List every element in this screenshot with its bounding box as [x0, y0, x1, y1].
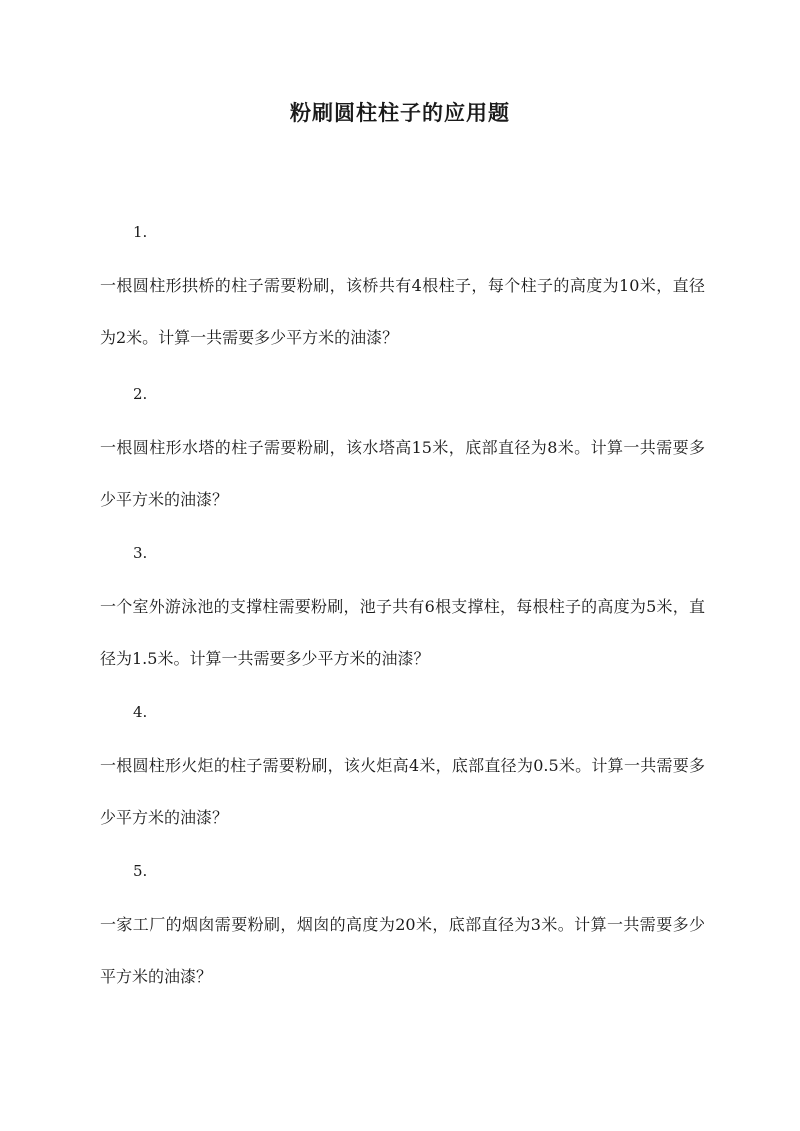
question-number: 1.	[133, 223, 148, 241]
question-text: 一根圆柱形拱桥的柱子需要粉刷，该桥共有4根柱子，每个柱子的高度为10米，直径为2米。计算一共需要多少平方米的油漆？	[100, 276, 705, 347]
document-title: 粉刷圆柱柱子的应用题	[290, 100, 510, 125]
question-text: 一根圆柱形火炬的柱子需要粉刷，该火炬高4米，底部直径为0.5米。计算一共需要多少平方米的油漆？	[100, 756, 705, 827]
question-number: 5.	[133, 862, 148, 880]
question-number: 3.	[133, 544, 148, 562]
question-text: 一家工厂的烟囱需要粉刷，烟囱的高度为20米，底部直径为3米。计算一共需要多少平方米的油漆？	[100, 915, 705, 986]
question-text: 一根圆柱形水塔的柱子需要粉刷，该水塔高15米，底部直径为8米。计算一共需要多少平方米的油漆？	[100, 438, 705, 509]
question-number: 2.	[133, 385, 148, 403]
question-number: 4.	[133, 703, 148, 721]
question-text: 一个室外游泳池的支撑柱需要粉刷，池子共有6根支撑柱，每根柱子的高度为5米，直径为1.5米。计算一共需要多少平方米的油漆？	[100, 597, 705, 668]
